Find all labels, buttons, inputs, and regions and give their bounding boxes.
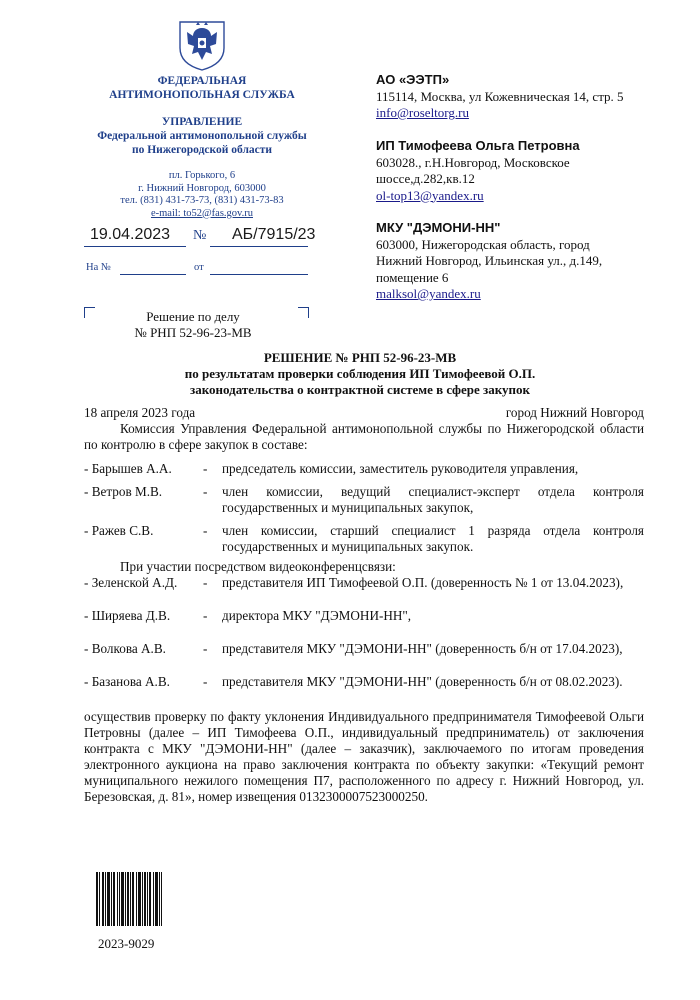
decision-date: 18 апреля 2023 года [84,405,196,420]
participation-intro: При участии посредством видеоконференцсвязи: [120,559,396,574]
russian-emblem-icon [174,14,230,72]
addr-line1: пл. Горького, 6 [168,170,236,181]
commission-member-name: - Барышев А.А. [84,461,172,476]
recipient-ip-timofeeva [376,138,676,204]
dept-line2: Федеральной антимонопольной службы [97,130,307,142]
org-line1: ФЕДЕРАЛЬНАЯ [157,75,247,87]
recipient-line: помещение 6 [376,269,449,285]
participant-role: представителя МКУ "ДЭМОНИ-НН" (доверенность б/н от 17.04.2023), [222,641,623,656]
corner-bracket-right [298,307,309,318]
title-line3: законодательства о контрактной системе в сфере закупок [189,382,531,397]
ot-underline [210,274,308,275]
recipient-name: ИП Тимофеева Ольга Петровна [376,138,580,153]
title-line1: РЕШЕНИЕ № РНП 52-96-23-МВ [263,350,457,365]
date-underline [84,246,186,247]
decision-ref-line2: № РНП 52-96-23-МВ [134,325,252,340]
letterhead-address [78,170,326,220]
commission-member-name: - Ветров М.В. [84,484,163,499]
handwritten-number: АБ/7915/23 [232,226,316,243]
handwritten-date: 19.04.2023 [90,226,171,243]
participant-name: - Базанова А.В. [84,674,170,689]
org-line2: АНТИМОНОПОЛЬНАЯ СЛУЖБА [109,89,295,101]
corner-bracket-left [84,307,95,318]
recipient-mku-demoni [376,220,676,303]
participant-role: представителя МКУ "ДЭМОНИ-НН" (доверенность б/н от 08.02.2023). [222,674,623,689]
recipient-line: Нижний Новгород, Ильинская ул., д.149, [376,253,603,268]
recipient-line: шоссе,д.282,кв.12 [376,171,475,186]
title-line2: по результатам проверки соблюдения ИП Тимофеевой О.П. [184,366,536,381]
recipient-line: 603028., г.Н.Новгород, Московское [376,154,570,170]
decision-title [80,350,640,398]
commission-member-role: член комиссии, ведущий специалист-эксперт отдела контроля государственных и муниципальных закупок, [222,484,644,515]
dept-line3: по Нижегородской области [131,144,273,156]
participant-dash: - [203,641,208,656]
participant-dash: - [203,608,208,623]
main-paragraph: осуществив проверку по факту уклонения Индивидуального предпринимателя Тимофеевой Ольги Петровны (далее – ИП Тимофеева О.П., индивидуальный предприниматель) от заключения контракта с МКУ "ДЭМОНИ-НН" (далее – заказчик), заключаемого по итогам проведения электронного аукциона на право заключения контракта по объекту закупки: «Текущий ремонт муниципального нежилого помещения П7, расположенного по адресу г. Нижний Новгород, ул. Березовская, д. 81», номер извещения 0132300007523000250. [84,709,644,804]
dept-line1: УПРАВЛЕНИЕ [161,116,243,128]
number-sign: № [193,228,207,243]
recipient-email[interactable]: info@roseltorg.ru [376,105,469,120]
participant-role: директора МКУ "ДЭМОНИ-НН", [222,608,412,623]
participant-name: - Зеленской А.Д. [84,575,178,590]
participant-dash: - [203,674,208,689]
decision-place: город Нижний Новгород [505,405,644,420]
commission-dash: - [203,523,208,538]
intro-paragraph: Комиссия Управления Федеральной антимонопольной службы по Нижегородской области по контролю в сфере закупок в составе: [84,421,644,452]
recipient-eetp [376,72,676,122]
participant-role: представителя ИП Тимофеевой О.П. (доверенность № 1 от 13.04.2023), [222,575,624,590]
participant-dash: - [203,575,208,590]
commission-dash: - [203,461,208,476]
letterhead-dept [78,115,326,157]
letterhead-email[interactable]: e-mail: to52@fas.gov.ru [150,207,253,219]
commission-member-name: - Ражев С.В. [84,523,154,538]
na-label: На № [86,262,111,273]
participant-name: - Ширяева Д.В. [84,608,171,623]
document-number: 2023-9029 [98,936,155,951]
decision-reference [118,309,268,341]
commission-member-role: председатель комиссии, заместитель руководителя управления, [222,461,579,476]
participant-name: - Волкова А.В. [84,641,166,656]
ot-label: от [194,262,204,273]
na-underline [120,274,186,275]
addr-line2: г. Нижний Новгород, 603000 [138,182,266,194]
recipient-line: 115114, Москва, ул Кожевническая 14, стр. 5 [376,88,624,104]
recipient-email[interactable]: ol-top13@yandex.ru [376,187,484,203]
number-underline [210,246,308,247]
recipient-line: 603000, Нижегородская область, город [376,236,590,252]
recipient-email[interactable]: malksol@yandex.ru [376,286,481,301]
commission-dash: - [203,484,208,499]
commission-member-role: член комиссии, старший специалист 1 разряда отдела контроля государственных и муниципальных закупок. [222,523,644,554]
decision-ref-line1: Решение по делу [146,309,240,324]
recipient-name: МКУ "ДЭМОНИ-НН" [376,220,501,235]
letterhead-org [78,74,326,102]
barcode-icon [96,872,162,926]
recipient-name: АО «ЭЭТП» [376,72,450,87]
addr-line3: тел. (831) 431-73-73, (831) 431-73-83 [120,195,284,206]
